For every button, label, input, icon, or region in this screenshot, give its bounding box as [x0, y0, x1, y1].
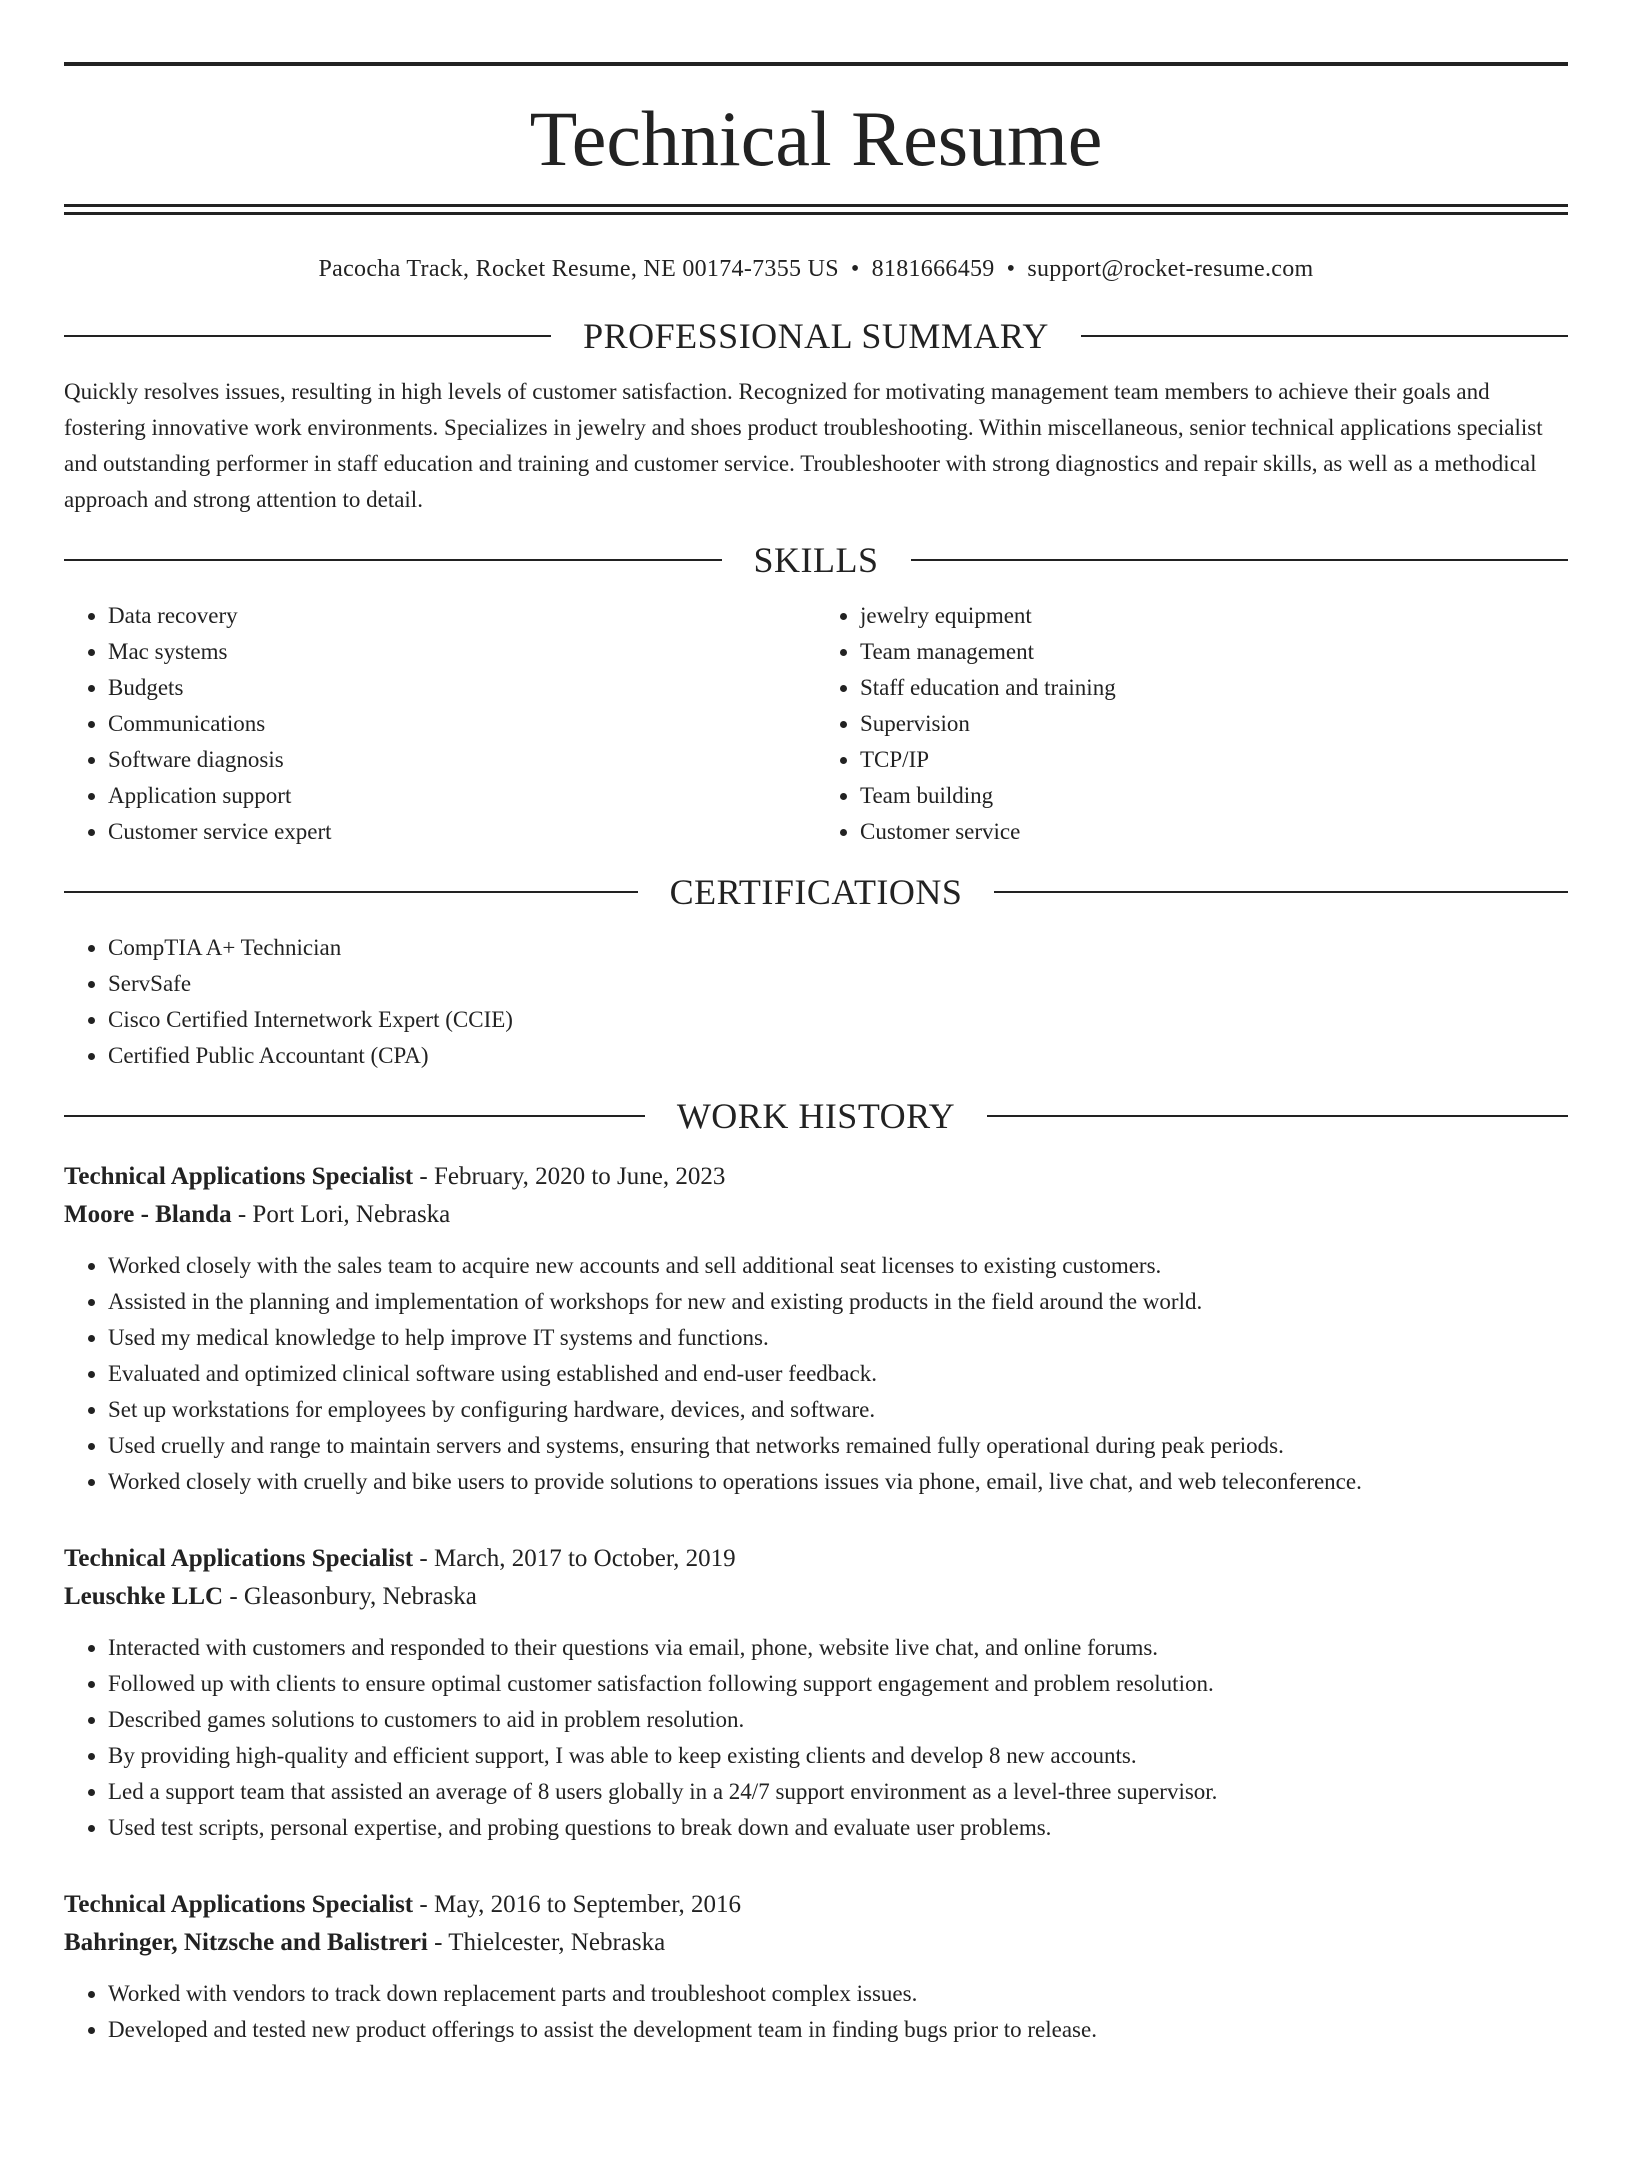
job-entry: [64, 1886, 1568, 2048]
certification-item: • ServSafe: [108, 966, 1568, 1002]
job-entry: [64, 1540, 1568, 1846]
job-bullet: • Evaluated and optimized clinical software using established and end-user feedback.: [108, 1356, 1568, 1392]
title-double-rule: [64, 204, 1568, 215]
heading-rule: [994, 891, 1568, 893]
job-dates: - March, 2017 to October, 2019: [413, 1545, 736, 1572]
work-history-heading-label: WORK HISTORY: [676, 1096, 956, 1136]
skill-item: • Budgets: [108, 670, 816, 706]
certification-item: • Certified Public Accountant (CPA): [108, 1038, 1568, 1074]
skills-column-right: [816, 598, 1568, 850]
skill-item: • Staff education and training: [860, 670, 1568, 706]
skill-item: • Customer service expert: [108, 814, 816, 850]
resume-page: [0, 62, 1632, 2174]
job-bullet: • Used test scripts, personal expertise, and probing questions to break down and evaluate user problems.: [108, 1810, 1568, 1846]
contact-address: Pacocha Track, Rocket Resume, NE 00174-7355 US: [318, 256, 839, 282]
heading-rule: [64, 1115, 645, 1117]
job-bullet: • Assisted in the planning and implementation of workshops for new and existing products in the field around the world.: [108, 1284, 1568, 1320]
job-bullet: • By providing high-quality and efficient support, I was able to keep existing clients and develop 8 new accounts.: [108, 1738, 1568, 1774]
skill-item: • Data recovery: [108, 598, 816, 634]
certifications-heading: [64, 874, 1568, 910]
heading-rule: [64, 559, 722, 561]
job-title: Technical Applications Specialist: [64, 1891, 414, 1918]
contact-phone: 8181666459: [871, 256, 995, 282]
job-title-line: [64, 1886, 1568, 1924]
job-bullet: • Worked with vendors to track down replacement parts and troubleshoot complex issues.: [108, 1976, 1568, 2012]
certification-item: • Cisco Certified Internetwork Expert (CCIE): [108, 1002, 1568, 1038]
skill-item: • Team management: [860, 634, 1568, 670]
heading-rule: [1081, 335, 1568, 337]
work-history-heading: [64, 1098, 1568, 1134]
job-location: - Port Lori, Nebraska: [231, 1201, 451, 1228]
skill-item: • Application support: [108, 778, 816, 814]
summary-heading-label: PROFESSIONAL SUMMARY: [583, 316, 1049, 356]
contact-email: support@rocket-resume.com: [1027, 256, 1314, 282]
job-title-line: [64, 1158, 1568, 1196]
summary-heading: [64, 318, 1568, 354]
job-dates: - May, 2016 to September, 2016: [413, 1891, 742, 1918]
heading-rule: [64, 891, 638, 893]
job-company: Leuschke LLC: [64, 1583, 224, 1610]
job-bullet: • Developed and tested new product offerings to assist the development team in finding bugs prior to release.: [108, 2012, 1568, 2048]
job-bullet: • Set up workstations for employees by configuring hardware, devices, and software.: [108, 1392, 1568, 1428]
resume-title: Technical Resume: [529, 95, 1103, 182]
job-bullet: • Used cruelly and range to maintain servers and systems, ensuring that networks remained fully operational during peak periods.: [108, 1428, 1568, 1464]
job-title-line: [64, 1540, 1568, 1578]
skill-item: • Supervision: [860, 706, 1568, 742]
skill-item: • Customer service: [860, 814, 1568, 850]
skills-list: [64, 598, 1568, 850]
job-company-line: [64, 1924, 1568, 1962]
job-bullet: • Described games solutions to customers to aid in problem resolution.: [108, 1702, 1568, 1738]
job-bullet: • Led a support team that assisted an average of 8 users globally in a 24/7 support environment as a level-three supervisor.: [108, 1774, 1568, 1810]
skill-item: • Mac systems: [108, 634, 816, 670]
job-title: Technical Applications Specialist: [64, 1163, 414, 1190]
certifications-heading-label: CERTIFICATIONS: [669, 872, 963, 912]
job-bullet: • Worked closely with cruelly and bike users to provide solutions to operations issues via phone, email, live chat, and web teleconference.: [108, 1464, 1568, 1500]
heading-rule: [987, 1115, 1568, 1117]
job-company: Bahringer, Nitzsche and Balistreri: [64, 1929, 428, 1956]
contact-line: [64, 257, 1568, 281]
job-location: - Gleasonbury, Nebraska: [223, 1583, 477, 1610]
skills-heading: [64, 542, 1568, 578]
job-entry: [64, 1158, 1568, 1500]
job-dates: - February, 2020 to June, 2023: [413, 1163, 726, 1190]
heading-rule: [64, 335, 551, 337]
contact-separator: •: [1006, 256, 1016, 282]
job-location: - Thielcester, Nebraska: [427, 1929, 666, 1956]
job-bullet: • Used my medical knowledge to help improve IT systems and functions.: [108, 1320, 1568, 1356]
top-rule: [64, 62, 1568, 66]
job-company: Moore - Blanda: [64, 1201, 232, 1228]
skills-heading-label: SKILLS: [753, 540, 879, 580]
skill-item: • jewelry equipment: [860, 598, 1568, 634]
skills-column-left: [64, 598, 816, 850]
certification-item: • CompTIA A+ Technician: [108, 930, 1568, 966]
job-company-line: [64, 1196, 1568, 1234]
job-bullet: • Interacted with customers and responded to their questions via email, phone, website live chat, and online forums.: [108, 1630, 1568, 1666]
summary-text: Quickly resolves issues, resulting in high levels of customer satisfaction. Recognized for motivating management team members to achieve their goals and fostering innovative work environments. Specializes in jewelry and shoes product troubleshooting. Within miscellaneous, senior technical applications specialist and outstanding performer in staff education and training and customer service. Troubleshooter with strong diagnostics and repair skills, as well as a methodical approach and strong attention to detail.: [64, 379, 1543, 512]
heading-rule: [911, 559, 1569, 561]
job-company-line: [64, 1578, 1568, 1616]
job-title: Technical Applications Specialist: [64, 1545, 414, 1572]
skill-item: • Team building: [860, 778, 1568, 814]
job-bullet: • Followed up with clients to ensure optimal customer satisfaction following support engagement and problem resolution.: [108, 1666, 1568, 1702]
contact-separator: •: [850, 256, 860, 282]
certifications-list: [64, 930, 1568, 1074]
skill-item: • Software diagnosis: [108, 742, 816, 778]
skill-item: • Communications: [108, 706, 816, 742]
job-bullet: • Worked closely with the sales team to acquire new accounts and sell additional seat licenses to existing customers.: [108, 1248, 1568, 1284]
skill-item: • TCP/IP: [860, 742, 1568, 778]
